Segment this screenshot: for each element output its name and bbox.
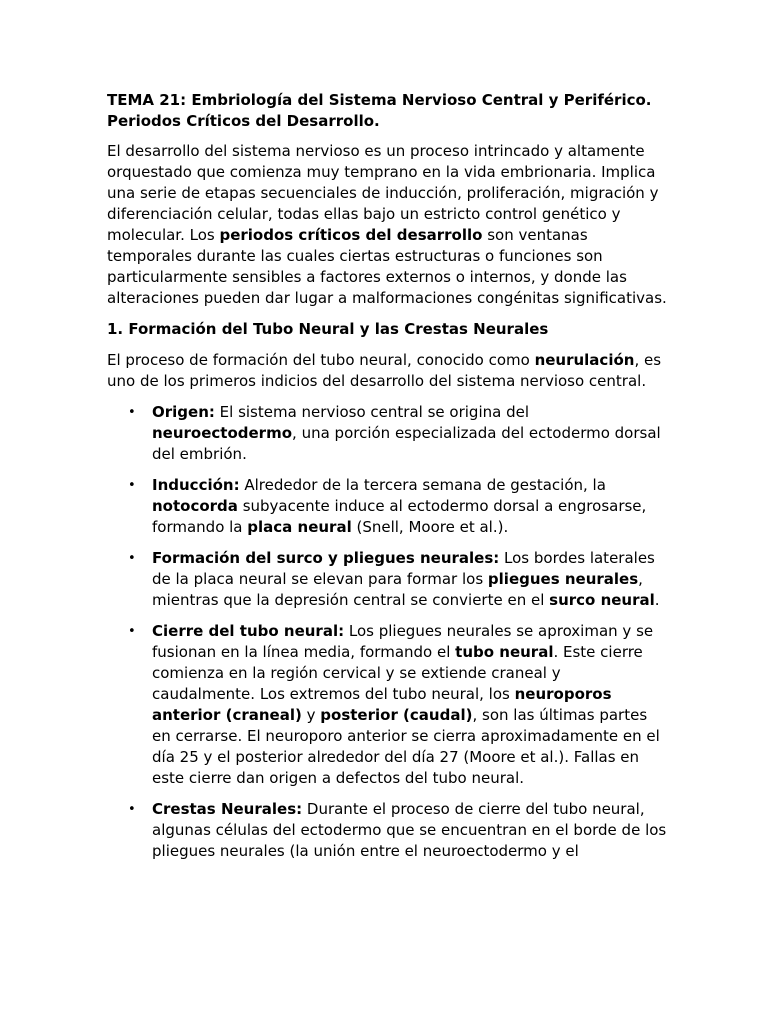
bold-term: posterior (caudal) <box>320 706 473 724</box>
text-run: (Snell, Moore et al.). <box>351 518 509 536</box>
text-run: El proceso de formación del tubo neural, conocido como <box>107 351 535 369</box>
text-run: . <box>654 591 660 609</box>
text-run: Alrededor de la tercera semana de gestación, la <box>239 476 606 494</box>
document-title <box>107 90 668 132</box>
bold-term: placa neural <box>247 518 352 536</box>
section-intro-paragraph <box>107 350 668 392</box>
bold-term: notocorda <box>152 497 238 515</box>
bold-term: Crestas Neurales: <box>152 800 303 818</box>
list-item-origen <box>152 402 668 465</box>
text-run: . Este cierre comienza en la región cervical y se extiende craneal y caudalmente. Los extremos del tubo neural, los <box>152 643 643 703</box>
list-item-induccion <box>152 475 668 538</box>
bold-term: neuroectodermo <box>152 424 293 442</box>
list-item-surco-pliegues <box>152 548 668 611</box>
bold-term: Formación del surco y pliegues neurales: <box>152 549 500 567</box>
text-run: , una porción especializada del ectodermo dorsal del embrión. <box>152 424 661 463</box>
list-item-crestas-neurales <box>152 799 668 862</box>
text-run: Los bordes laterales de la placa neural se elevan para formar los <box>152 549 655 588</box>
intro-paragraph <box>107 141 668 309</box>
text-run: , mientras que la depresión central se convierte en el <box>152 570 643 609</box>
text-run: y <box>301 706 321 724</box>
text-run: , es uno de los primeros indicios del desarrollo del sistema nervioso central. <box>107 351 662 390</box>
bold-term: pliegues neurales <box>487 570 639 588</box>
title-line-2: Periodos Críticos del Desarrollo. <box>107 112 380 130</box>
title-line-1: TEMA 21: Embriología del Sistema Nervioso Central y Periférico. <box>107 91 652 109</box>
bold-term: Inducción: <box>152 476 240 494</box>
text-run: son ventanas temporales durante las cuales ciertas estructuras o funciones son particularmente sensibles a factores externos o internos, y donde las alteraciones pueden dar lugar a malformaciones congénitas significativas. <box>107 226 667 307</box>
bold-term: periodos críticos del desarrollo <box>219 226 483 244</box>
text-run: subyacente induce al ectodermo dorsal a engrosarse, formando la <box>152 497 647 536</box>
bold-term: neurulación <box>534 351 635 369</box>
text-run: Los pliegues neurales se aproximan y se fusionan en la línea media, formando el <box>152 622 654 661</box>
text-run: El sistema nervioso central se origina del <box>214 403 529 421</box>
bold-term: surco neural <box>549 591 655 609</box>
text-run: El desarrollo del sistema nervioso es un proceso intrincado y altamente orquestado que comienza muy temprano en la vida embrionaria. Implica una serie de etapas secuenciales de inducción, proliferación, migración y diferenciación celular, todas ellas bajo un estricto control genético y molecular. Los <box>107 142 659 244</box>
section-heading: 1. Formación del Tubo Neural y las Crestas Neurales <box>107 320 549 338</box>
bold-term: neuroporos anterior (craneal) <box>152 685 612 724</box>
list-item-cierre-tubo <box>152 621 668 789</box>
text-run: , son las últimas partes en cerrarse. El neuroporo anterior se cierra aproximadamente en el día 25 y el posterior alrededor del día 27 (Moore et al.). Fallas en este cierre dan origen a defectos del tubo neural. <box>152 706 660 787</box>
bold-term: tubo neural <box>455 643 554 661</box>
text-run: Durante el proceso de cierre del tubo neural, algunas células del ectodermo que se encuentran en el borde de los pliegues neurales (la unión entre el neuroectodermo y el <box>152 800 667 860</box>
bold-term: Origen: <box>152 403 215 421</box>
bullet-list <box>107 402 668 862</box>
bold-term: Cierre del tubo neural: <box>152 622 345 640</box>
